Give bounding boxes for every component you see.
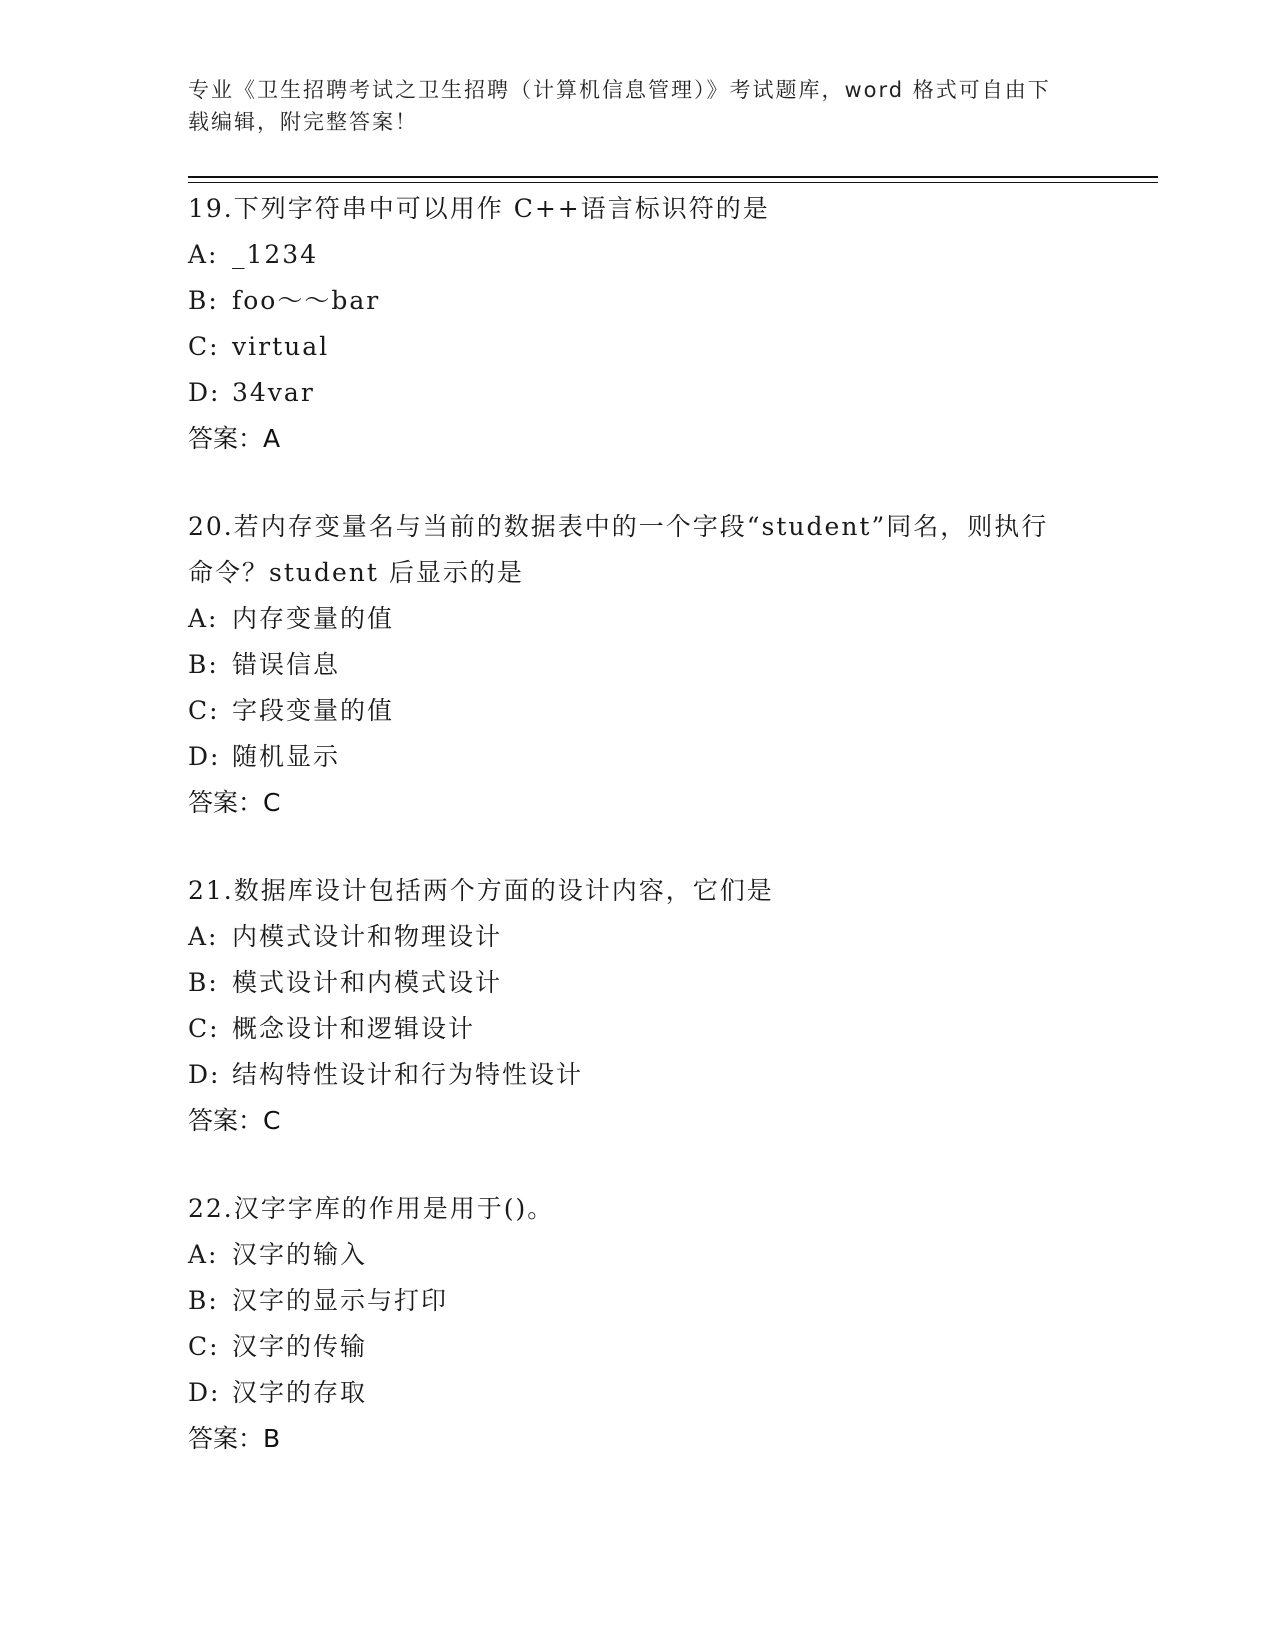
- option-text: 内存变量的值: [232, 604, 395, 633]
- option-b: [188, 278, 1068, 324]
- option-text: 内模式设计和物理设计: [232, 922, 503, 951]
- option-letter: D:: [188, 378, 221, 407]
- option-c: [188, 324, 1068, 370]
- option-letter: C:: [188, 696, 220, 725]
- option-letter: C:: [188, 332, 220, 361]
- option-a: [188, 914, 1068, 960]
- option-letter: D:: [188, 1060, 221, 1089]
- option-letter: D:: [188, 1378, 221, 1407]
- question-22: [188, 1186, 1068, 1462]
- option-letter: B:: [188, 286, 219, 315]
- option-letter: B:: [188, 650, 219, 679]
- question-21: [188, 868, 1068, 1144]
- answer-label: 答案：C: [188, 788, 281, 817]
- option-d: [188, 1052, 1068, 1098]
- option-text: 汉字的显示与打印: [232, 1286, 449, 1315]
- option-letter: B:: [188, 968, 219, 997]
- option-b: [188, 960, 1068, 1006]
- option-a: [188, 596, 1068, 642]
- option-d: [188, 370, 1068, 416]
- option-c: [188, 688, 1068, 734]
- option-text: 34var: [232, 378, 315, 407]
- option-a: [188, 1232, 1068, 1278]
- option-d: [188, 734, 1068, 780]
- answer-label: 答案：A: [188, 424, 281, 453]
- question-20: [188, 504, 1068, 826]
- document-header: 专业《卫生招聘考试之卫生招聘（计算机信息管理）》考试题库，word 格式可自由下载编辑，附完整答案！: [188, 78, 1051, 134]
- question-title: 21.数据库设计包括两个方面的设计内容，它们是: [188, 876, 774, 905]
- option-letter: A:: [188, 1240, 219, 1269]
- option-text: 随机显示: [232, 742, 341, 771]
- option-text: 模式设计和内模式设计: [232, 968, 503, 997]
- option-b: [188, 1278, 1068, 1324]
- option-letter: A:: [188, 604, 219, 633]
- option-letter: A:: [188, 922, 219, 951]
- option-text: 概念设计和逻辑设计: [232, 1014, 476, 1043]
- option-d: [188, 1370, 1068, 1416]
- question-title: 20.若内存变量名与当前的数据表中的一个字段“student”同名，则执行命令？student 后显示的是: [188, 512, 1049, 587]
- option-letter: C:: [188, 1332, 220, 1361]
- option-letter: B:: [188, 1286, 219, 1315]
- answer-label: 答案：B: [188, 1424, 281, 1453]
- header-divider-thick: [188, 176, 1158, 178]
- option-text: 汉字的存取: [232, 1378, 368, 1407]
- option-text: 错误信息: [232, 650, 341, 679]
- option-text: 汉字的输入: [232, 1240, 368, 1269]
- option-c: [188, 1006, 1068, 1052]
- option-a: [188, 232, 1068, 278]
- answer-label: 答案：C: [188, 1106, 281, 1135]
- option-text: _1234: [232, 240, 319, 269]
- question-title: 22.汉字字库的作用是用于()。: [188, 1194, 555, 1223]
- option-text: 汉字的传输: [232, 1332, 368, 1361]
- option-text: 结构特性设计和行为特性设计: [232, 1060, 584, 1089]
- option-text: 字段变量的值: [232, 696, 395, 725]
- question-19: [188, 186, 1068, 462]
- header-divider-thin: [188, 182, 1158, 183]
- option-letter: D:: [188, 742, 221, 771]
- option-text: virtual: [232, 332, 330, 361]
- option-letter: C:: [188, 1014, 220, 1043]
- option-b: [188, 642, 1068, 688]
- option-letter: A:: [188, 240, 219, 269]
- option-c: [188, 1324, 1068, 1370]
- question-title: 19.下列字符串中可以用作 C++语言标识符的是: [188, 194, 770, 223]
- option-text: foo～～bar: [232, 286, 381, 315]
